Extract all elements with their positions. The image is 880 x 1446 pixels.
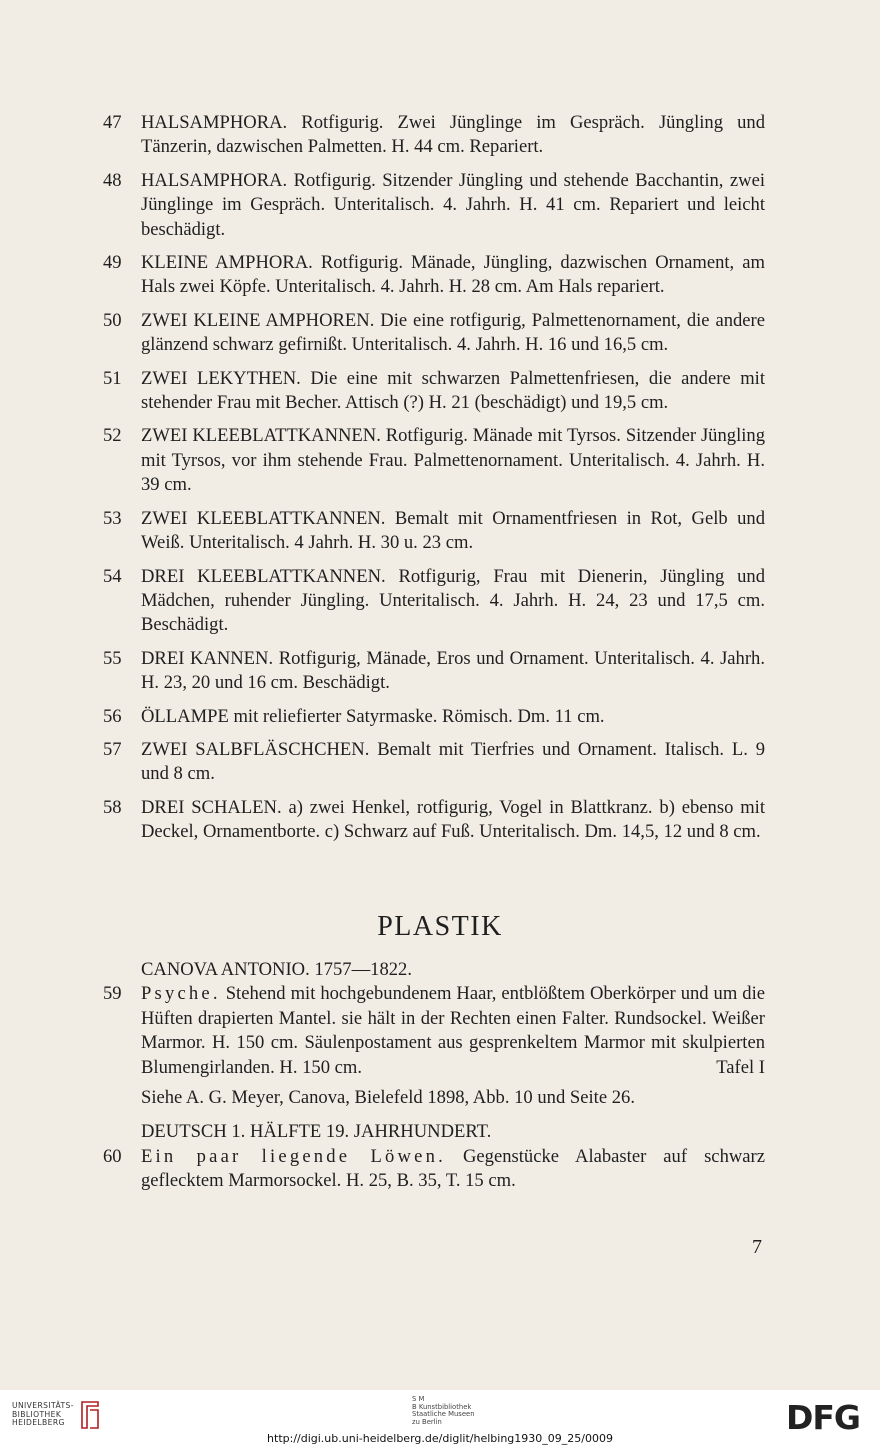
catalog-entry-56 xyxy=(103,705,765,729)
entry-number: 59 xyxy=(103,983,122,1005)
entry-body: Rotfigurig, Frau mit Dienerin, Jüngling und Mädchen, ruhender Jüngling. Unteritalisch. 4. Jahrh. H. 24, 23 und 17,5 cm. Beschädigt. xyxy=(141,565,765,636)
uni-line-1: UNIVERSITÄTS- xyxy=(12,1401,74,1410)
catalog-entry-47 xyxy=(103,111,765,160)
entry-text xyxy=(141,738,765,787)
entry-number: 56 xyxy=(103,705,122,727)
entry-text xyxy=(141,251,765,300)
entry-body: Rotfigurig. Mänade, Jüngling, dazwischen Ornament, am Hals zwei Köpfe. Unteritalisch. 4. Jahrh. H. 28 cm. Am Hals repariert. xyxy=(141,252,765,298)
entry-lead: ZWEI KLEEBLATTKANNEN. xyxy=(141,425,381,447)
artist-heading-canova: CANOVA ANTONIO. 1757—1822. xyxy=(141,959,413,980)
entry-number: 54 xyxy=(103,565,122,587)
entry-number: 50 xyxy=(103,309,122,331)
catalog-entry-52 xyxy=(103,424,765,497)
entry-body: Stehend mit hochgebundenem Haar, entblößtem Oberkörper und um die Hüften drapierten Mantel. sie hält in der Rechten einen Falter. Rundsockel. Weißer Marmor. H. 150 cm. Säulenpostament aus gesprenkeltem Marmor mit skulpierten Blumengirlanden. H. 150 cm. xyxy=(141,983,765,1078)
entry-body: Rotfigurig, Mänade, Eros und Ornament. Unteritalisch. 4. Jahrh. H. 23, 20 und 16 cm. Beschädigt. xyxy=(141,647,765,694)
entry-number: 55 xyxy=(103,647,122,669)
entry-number: 49 xyxy=(103,252,122,274)
entry-number: 52 xyxy=(103,425,122,447)
smb-line-1: S M xyxy=(412,1395,425,1403)
entry-body: Bemalt mit Tierfries und Ornament. Italisch. L. 9 und 8 cm. xyxy=(141,738,765,785)
entry-lead: DREI KANNEN. xyxy=(141,647,274,669)
entry-lead: ZWEI LEKYTHEN. xyxy=(141,367,301,389)
catalog-entry-51 xyxy=(103,367,765,416)
entry-number: 47 xyxy=(103,112,122,133)
section-title: PLASTIK xyxy=(377,911,503,942)
entry-lead: DREI SCHALEN. xyxy=(141,796,282,818)
entry-lead: Psyche. xyxy=(141,983,221,1005)
entry-body: Rotfigurig. Zwei Jünglinge im Gespräch. Jüngling und Tänzerin, dazwischen Palmetten. H. 44 cm. Repariert. xyxy=(141,112,765,158)
entry-body: Die eine rotfigurig, Palmettenornament, die andere glänzend schwarz gefirnißt. Unteritalisch. 4. Jahrh. H. 16 und 16,5 cm. xyxy=(141,309,765,356)
entry-text xyxy=(141,169,765,242)
entry-number: 58 xyxy=(103,796,122,818)
entry-text xyxy=(141,796,765,845)
entry-lead: KLEINE AMPHORA. xyxy=(141,252,313,274)
page-number: 7 xyxy=(752,1236,762,1258)
dfg-logo: DFG xyxy=(786,1398,861,1437)
digitization-footer xyxy=(0,1390,880,1446)
entry-lead: Ein paar liegende Löwen. xyxy=(141,1145,446,1167)
catalog-entry-54 xyxy=(103,565,765,638)
entry-lead: ZWEI KLEEBLATTKANNEN. xyxy=(141,507,386,529)
smb-line-3: Staatliche Museen xyxy=(412,1410,475,1419)
entry-number: 53 xyxy=(103,507,122,529)
entry-number: 60 xyxy=(103,1145,122,1167)
catalog-entry-55 xyxy=(103,647,765,696)
catalog-entry-50 xyxy=(103,309,765,358)
uni-line-3: HEIDELBERG xyxy=(12,1418,65,1428)
entry-text xyxy=(141,367,765,416)
catalog-entry-48 xyxy=(103,169,765,242)
entry-text xyxy=(141,507,765,556)
entry-lead: HALSAMPHORA. xyxy=(141,112,288,133)
entry-number: 48 xyxy=(103,169,122,191)
catalog-entry-49 xyxy=(103,251,765,300)
entry-lead: ÖLLAMPE xyxy=(141,705,229,727)
entry-lead: ZWEI KLEINE AMPHOREN. xyxy=(141,309,375,331)
entry-text xyxy=(141,565,765,638)
catalog-entry-53 xyxy=(103,507,765,556)
entry-text xyxy=(141,647,765,696)
smb-line-2: B Kunstbibliothek xyxy=(412,1402,472,1411)
entry-body: Gegenstücke Alabaster auf schwarz geflecktem Marmorsockel. H. 25, B. 35, T. 15 cm. xyxy=(141,1145,765,1192)
entry-body: Die eine mit schwarzen Palmettenfriesen, die andere mit stehender Frau mit Becher. Attisch (?) H. 21 (beschädigt) und 19,5 cm. xyxy=(141,367,765,414)
plastik-section xyxy=(103,958,765,1194)
literature-note: Siehe A. G. Meyer, Canova, Bielefeld 1898, Abb. 10 und Seite 26. xyxy=(141,1087,635,1109)
entry-lead: DREI KLEEBLATTKANNEN. xyxy=(141,565,386,587)
entry-text xyxy=(141,705,765,729)
entry-body: Bemalt mit Ornamentfriesen in Rot, Gelb und Weiß. Unteritalisch. 4 Jahrh. H. 30 u. 23 cm. xyxy=(141,507,766,554)
entry-text xyxy=(141,309,765,358)
uni-line-2: BIBLIOTHEK xyxy=(12,1409,62,1419)
entry-number: 57 xyxy=(103,738,122,760)
heidelberg-library-label xyxy=(12,1402,74,1428)
entry-text xyxy=(141,424,765,497)
entry-number: 51 xyxy=(103,367,122,389)
entry-body: Rotfigurig. Mänade mit Tyrsos. Sitzender Jüngling mit Tyrsos, vor ihm stehende Frau. Palmettenornament. Unteritalisch. 4. Jahrh. H. 39 cm. xyxy=(141,425,766,496)
smb-kunstbibliothek-label xyxy=(412,1396,475,1426)
heidelberg-logo-icon xyxy=(78,1398,102,1432)
entry-body: a) zwei Henkel, rotfigurig, Vogel in Blattkranz. b) ebenso mit Deckel, Ornamentborte. c) Schwarz auf Fuß. Unteritalisch. Dm. 14,5, 12 und 8 cm. xyxy=(141,796,765,843)
smb-line-4: zu Berlin xyxy=(412,1417,442,1426)
plate-reference: Tafel I xyxy=(716,1056,765,1078)
entry-body: mit reliefierter Satyrmaske. Römisch. Dm. 11 cm. xyxy=(228,705,605,727)
source-url[interactable]: http://digi.ub.uni-heidelberg.de/diglit/helbing1930_09_25/0009 xyxy=(267,1432,613,1445)
catalog-entry-60 xyxy=(103,1145,765,1194)
entry-text xyxy=(141,111,765,160)
entry-lead: ZWEI SALBFLÄSCHCHEN. xyxy=(141,738,370,760)
catalog-entry-59 xyxy=(103,982,765,1080)
catalog-entry-57 xyxy=(103,738,765,787)
artist-heading-deutsch: DEUTSCH 1. HÄLFTE 19. JAHRHUNDERT. xyxy=(141,1121,492,1143)
catalog-entry-58 xyxy=(103,796,765,845)
catalog-entries xyxy=(103,111,765,845)
entry-body: Rotfigurig. Sitzender Jüngling und stehende Bacchantin, zwei Jünglinge im Gespräch. Unteritalisch. 4. Jahrh. H. 41 cm. Repariert und leicht beschädigt. xyxy=(141,169,765,240)
entry-lead: HALSAMPHORA. xyxy=(141,169,288,191)
entry-text xyxy=(141,982,765,1080)
entry-text xyxy=(141,1145,765,1194)
